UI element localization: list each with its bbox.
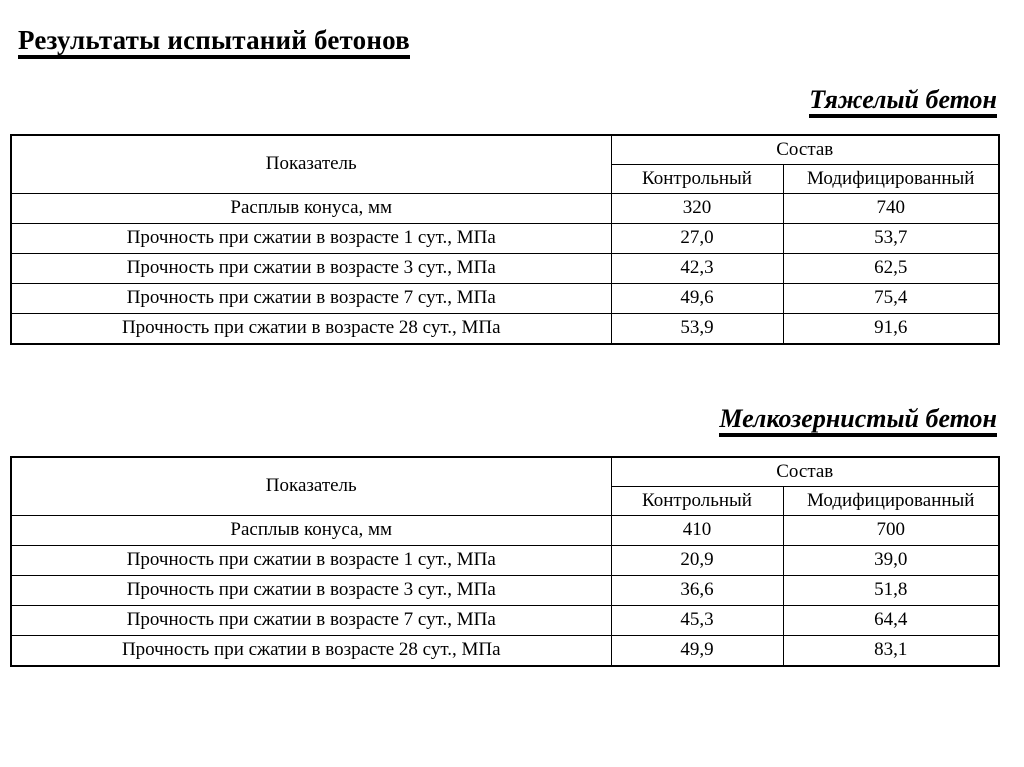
- header-row-group: [11, 457, 999, 487]
- section-title-heavy-concrete: Тяжелый бетон: [809, 86, 997, 118]
- cell-control: 320: [611, 194, 783, 224]
- cell-indicator: Расплыв конуса, мм: [11, 516, 611, 546]
- cell-indicator: Прочность при сжатии в возрасте 7 сут., МПа: [11, 284, 611, 314]
- cell-indicator: Прочность при сжатии в возрасте 28 сут., МПа: [11, 314, 611, 344]
- column-header-modified: Модифицированный: [783, 487, 999, 516]
- table-row: [11, 546, 999, 576]
- table-container-heavy-concrete: [10, 134, 998, 345]
- table-row: [11, 254, 999, 284]
- table-row: [11, 576, 999, 606]
- cell-control: 53,9: [611, 314, 783, 344]
- column-header-control: Контрольный: [611, 165, 783, 194]
- cell-indicator: Прочность при сжатии в возрасте 3 сут., МПа: [11, 576, 611, 606]
- cell-indicator: Прочность при сжатии в возрасте 1 сут., МПа: [11, 546, 611, 576]
- table-row: [11, 606, 999, 636]
- column-header-group-composition: Состав: [611, 457, 999, 487]
- table-row: [11, 636, 999, 666]
- results-table-heavy-concrete: [10, 134, 1000, 345]
- page-title: Результаты испытаний бетонов: [18, 26, 410, 59]
- column-header-group-composition: Состав: [611, 135, 999, 165]
- table-header: [11, 135, 999, 194]
- column-header-indicator: Показатель: [11, 135, 611, 194]
- cell-indicator: Прочность при сжатии в возрасте 1 сут., МПа: [11, 224, 611, 254]
- cell-control: 45,3: [611, 606, 783, 636]
- column-header-modified: Модифицированный: [783, 165, 999, 194]
- table-row: [11, 284, 999, 314]
- table-row: [11, 314, 999, 344]
- table-header: [11, 457, 999, 516]
- cell-control: 49,9: [611, 636, 783, 666]
- cell-indicator: Расплыв конуса, мм: [11, 194, 611, 224]
- cell-modified: 62,5: [783, 254, 999, 284]
- cell-control: 49,6: [611, 284, 783, 314]
- cell-modified: 700: [783, 516, 999, 546]
- cell-indicator: Прочность при сжатии в возрасте 28 сут., МПа: [11, 636, 611, 666]
- table-body: [11, 516, 999, 666]
- header-row-group: [11, 135, 999, 165]
- cell-control: 36,6: [611, 576, 783, 606]
- section-title-fine-grained-concrete: Мелкозернистый бетон: [719, 405, 997, 437]
- table-row: [11, 516, 999, 546]
- cell-modified: 51,8: [783, 576, 999, 606]
- cell-control: 410: [611, 516, 783, 546]
- cell-modified: 64,4: [783, 606, 999, 636]
- cell-modified: 740: [783, 194, 999, 224]
- column-header-control: Контрольный: [611, 487, 783, 516]
- column-header-indicator: Показатель: [11, 457, 611, 516]
- cell-modified: 53,7: [783, 224, 999, 254]
- table-row: [11, 224, 999, 254]
- cell-modified: 39,0: [783, 546, 999, 576]
- cell-indicator: Прочность при сжатии в возрасте 3 сут., МПа: [11, 254, 611, 284]
- cell-modified: 83,1: [783, 636, 999, 666]
- results-table-fine-grained-concrete: [10, 456, 1000, 667]
- cell-control: 20,9: [611, 546, 783, 576]
- table-body: [11, 194, 999, 344]
- table-row: [11, 194, 999, 224]
- cell-modified: 75,4: [783, 284, 999, 314]
- cell-indicator: Прочность при сжатии в возрасте 7 сут., МПа: [11, 606, 611, 636]
- cell-modified: 91,6: [783, 314, 999, 344]
- cell-control: 42,3: [611, 254, 783, 284]
- table-container-fine-grained-concrete: [10, 456, 998, 667]
- cell-control: 27,0: [611, 224, 783, 254]
